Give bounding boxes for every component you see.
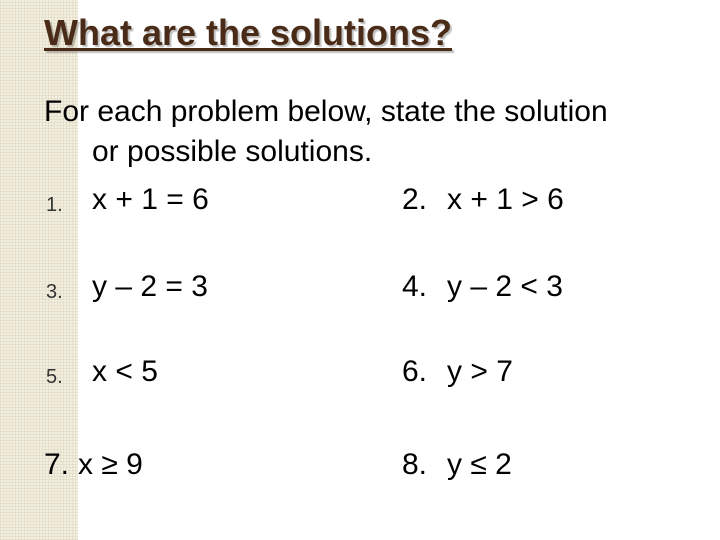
problem-4-number: 4. xyxy=(402,270,428,303)
problem-4-expression: y – 2 < 3 xyxy=(447,270,563,303)
problem-3-number: 3. xyxy=(46,281,63,303)
problem-1-expression: x + 1 = 6 xyxy=(92,183,209,216)
problem-2-expression: x + 1 > 6 xyxy=(447,183,564,216)
slide-title: What are the solutions? xyxy=(44,12,453,53)
problem-7-expression: x ≥ 9 xyxy=(78,448,143,481)
problem-6-number: 6. xyxy=(402,355,428,388)
problem-7-number: 7. xyxy=(44,448,70,481)
problem-3-expression: y – 2 = 3 xyxy=(92,270,208,303)
problem-5-expression: x < 5 xyxy=(92,355,158,388)
problem-8-number: 8. xyxy=(402,448,428,481)
problem-1-number: 1. xyxy=(46,194,63,216)
problem-2-number: 2. xyxy=(402,183,428,216)
problem-5-number: 5. xyxy=(46,366,63,388)
instructions-line-2: or possible solutions. xyxy=(92,135,373,168)
problem-8-expression: y ≤ 2 xyxy=(447,448,512,481)
problem-6-expression: y > 7 xyxy=(447,355,513,388)
instructions-line-1: For each problem below, state the solution xyxy=(44,95,608,128)
